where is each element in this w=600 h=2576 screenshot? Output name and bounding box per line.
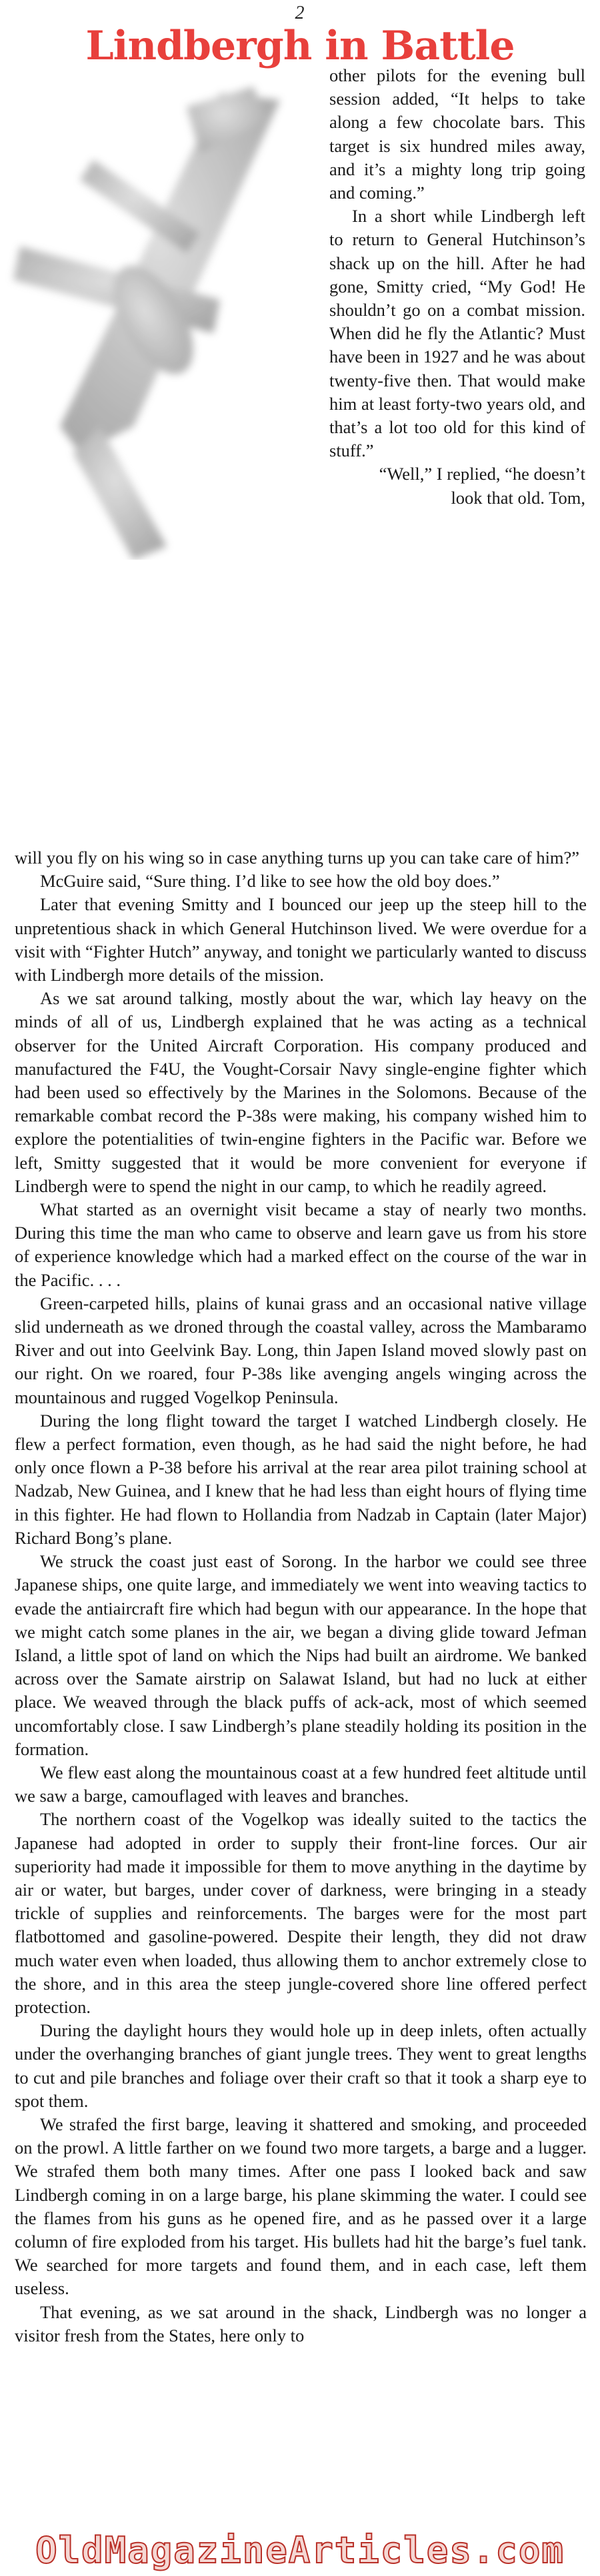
narrow-paragraph: In a short while Lindbergh left to return to General Hutchinson’s shack up on the hill. After he had gone, Smitty cried, “My God! He shouldn’t go on a combat mission. When did he fly the Atlantic? Must have been in 1927 and he was about twenty-five then. That would make him at least forty-two years old, and that’s a lot too old for this kind of stuff.” bbox=[329, 206, 585, 461]
paragraph: We strafed the first barge, leaving it shattered and smoking, and proceeded on the prowl. A little farther on we found two more targets, a barge and a lugger. We strafed them both many times. After one pass I looked back and saw Lindbergh coming in on a large barge, his plane skimming the water. I could see the flames from his guns as he opened fire, and as he passed over it a large column of fire exploded from his target. His bullets had hit the barge’s fuel tank. We searched for more targets and found them, and in each case, left them useless. bbox=[15, 2114, 587, 2299]
paragraph: We flew east along the mountainous coast at a few hundred feet altitude until we saw a barge, camouflaged with leaves and branches. bbox=[15, 1762, 587, 1806]
paragraph: That evening, as we sat around in the shack, Lindbergh was no longer a visitor fresh from the States, here only to bbox=[15, 2301, 587, 2345]
paragraph: will you fly on his wing so in case anything turns up you can take care of him?” bbox=[15, 848, 580, 868]
paragraph: Later that evening Smitty and I bounced our jeep up the steep hill to the unpretentious shack in which General Hutchinson lived. We were overdue for a visit with “Fighter Hutch” anyway, and tonight we particularly wanted to discuss with Lindbergh more details of the mission. bbox=[15, 894, 587, 985]
narrow-paragraph: other pilots for the evening bull session added, “It helps to take along a few chocolate bars. This target is six hundred miles away, and it’s a mighty long trip going and coming.” bbox=[329, 65, 585, 203]
paragraph: Green-carpeted hills, plains of kunai grass and an occasional native village slid underneath as we droned through the coastal valley, across the Mambaramo River and out into Geelvink Bay. Long, thin Japen Island moved slowly past on our right. On we roared, four P-38s like avenging angels winging across the mountainous and rugged Vogelkop Peninsula. bbox=[15, 1293, 587, 1407]
page-number: 2 bbox=[295, 3, 305, 23]
narrow-paragraph: “Well,” I replied, “he doesn’t look that old. Tom, bbox=[379, 464, 585, 508]
narrow-text-column bbox=[329, 64, 585, 510]
article-body bbox=[15, 846, 587, 2347]
paragraph: The northern coast of the Vogelkop was ideally suited to the tactics the Japanese had adopted in order to supply their front-line forces. Our air superiority had made it impossible for them to move anything in the daytime by air or water, but barges, under cover of darkness, were bringing in a steady trickle of supplies and reinforcements. The barges were for the most part flatbottomed and gasoline-powered. Despite their length, they did not draw much water even when loaded, thus allowing them to anchor extremely close to the shore, and in this area the steep jungle-covered shore line offered perfect protection. bbox=[15, 1809, 587, 2017]
paragraph: We struck the coast just east of Sorong. In the harbor we could see three Japanese ships, one quite large, and immediately we went into weaving tactics to evade the antiaircraft fire which had begun with our appearance. In the hope that we might catch some planes in the air, we began a diving glide toward Jefman Island, a little spot of land on which the Nips had built an airdrome. We banked across over the Samate airstrip on Salawat Island, but had no luck at either place. We weaved through the black puffs of ack-ack, most of which seemed uncomfortably close. I saw Lindbergh’s plane steadily holding its position in the formation. bbox=[15, 1551, 587, 1759]
article-title: Lindbergh in Battle bbox=[85, 23, 515, 69]
paragraph: What started as an overnight visit became a stay of nearly two months. During this time the man who came to observe and learn gave us from his store of experience knowledge which had a marked effect on the course of the war in the Pacific. . . . bbox=[15, 1199, 587, 1290]
paragraph: As we sat around talking, mostly about the war, which lay heavy on the minds of all of us, Lindbergh explained that he was acting as a technical observer for the United Aircraft Corporation. His company produced and manufactured the F4U, the Vought-Corsair Navy single-engine fighter which had been used so effectively by the Marines in the Solomons. Because of the remarkable combat record the P-38s were making, his company wished him to explore the potentialities of twin-engine fighters in the Pacific war. Before we left, Smitty suggested that it would be more convenient for everyone if Lindbergh were to spend the night in our camp, to which he readily agreed. bbox=[15, 988, 587, 1196]
site-watermark-footer: OldMagazineArticles.com bbox=[35, 2529, 565, 2571]
paragraph: During the daylight hours they would hole up in deep inlets, often actually under the overhanging branches of giant jungle trees. They went to great lengths to cut and pile branches and foliage over their craft so that it took a sharp eye to spot them. bbox=[15, 2020, 587, 2111]
paragraph: During the long flight toward the target I watched Lindbergh closely. He flew a perfect formation, even though, as he had said the night before, he had only once flown a P-38 before his arrival at the rear area pilot training school at Nadzab, New Guinea, and I knew that he had less than eight hours of flying time in this fighter. He had flown to Hollandia from Nadzab in Captain (later Major) Richard Bong’s plane. bbox=[15, 1410, 587, 1548]
p38-airplane-illustration bbox=[0, 80, 320, 560]
paragraph: McGuire said, “Sure thing. I’d like to see how the old boy does.” bbox=[40, 871, 500, 892]
